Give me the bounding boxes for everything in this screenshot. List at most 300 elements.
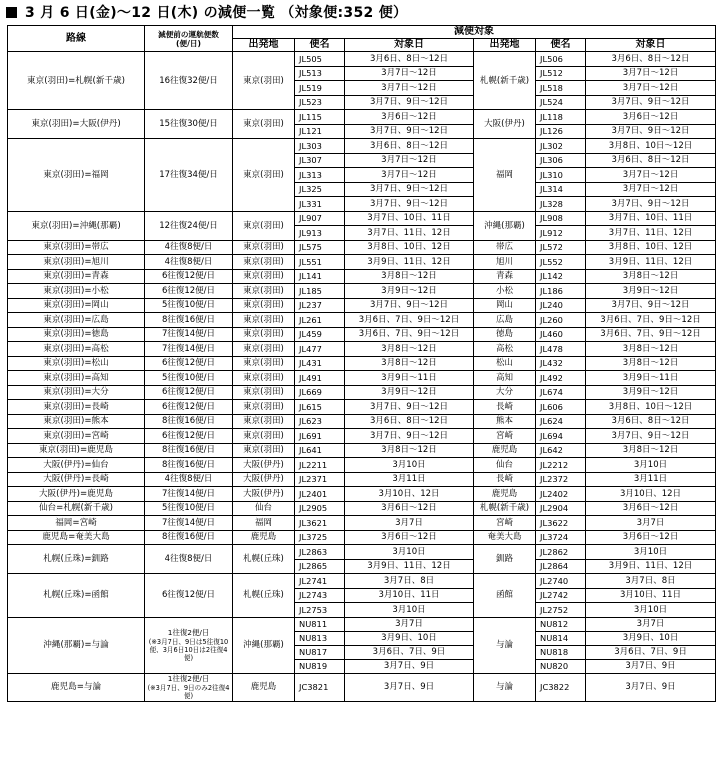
route-cell: 東京(羽田)=長崎 bbox=[8, 400, 145, 415]
flight-in-cell: JL694 bbox=[536, 429, 586, 444]
dates-in-cell: 3月7日～12日 bbox=[586, 81, 716, 96]
flight-out-cell: JL491 bbox=[295, 371, 345, 386]
table-row bbox=[8, 501, 716, 516]
flight-out-cell: JL519 bbox=[295, 81, 345, 96]
frequency-cell: 8往復16便/日 bbox=[145, 443, 233, 458]
frequency-note: (※3月7日、9日のみ2往復4便) bbox=[147, 683, 230, 700]
route-cell: 東京(羽田)=高松 bbox=[8, 342, 145, 357]
dates-in-cell: 3月8日、10日、12日 bbox=[586, 240, 716, 255]
table-row bbox=[8, 211, 716, 226]
dates-in-cell: 3月7日～12日 bbox=[586, 182, 716, 197]
flight-in-cell: JL552 bbox=[536, 255, 586, 270]
route-cell: 東京(羽田)=福岡 bbox=[8, 139, 145, 212]
origin-in-cell: 高松 bbox=[474, 342, 536, 357]
dates-out-cell: 3月10日 bbox=[345, 603, 474, 618]
table-row bbox=[8, 371, 716, 386]
table-row bbox=[8, 110, 716, 125]
route-cell: 東京(羽田)=帯広 bbox=[8, 240, 145, 255]
dates-out-cell: 3月9日、10日 bbox=[345, 631, 474, 645]
origin-in-cell: 帯広 bbox=[474, 240, 536, 255]
table-row bbox=[8, 385, 716, 400]
flight-out-cell: JL691 bbox=[295, 429, 345, 444]
flight-in-cell: JL2752 bbox=[536, 603, 586, 618]
origin-in-cell: 釧路 bbox=[474, 545, 536, 574]
table-body bbox=[8, 52, 716, 702]
dates-out-cell: 3月6日、8日～12日 bbox=[345, 414, 474, 429]
flight-in-cell: JL478 bbox=[536, 342, 586, 357]
frequency-main: 1往復2便/日 bbox=[167, 674, 210, 684]
origin-in-cell: 札幌(新千歳) bbox=[474, 52, 536, 110]
frequency-cell: 5往復10便/日 bbox=[145, 298, 233, 313]
flight-in-cell: JL2742 bbox=[536, 588, 586, 603]
route-cell: 東京(羽田)=旭川 bbox=[8, 255, 145, 270]
origin-out-cell: 札幌(丘珠) bbox=[233, 574, 295, 618]
dates-out-cell: 3月8日、10日、12日 bbox=[345, 240, 474, 255]
flight-out-cell: NU813 bbox=[295, 631, 345, 645]
dates-out-cell: 3月9日～12日 bbox=[345, 284, 474, 299]
dates-out-cell: 3月11日 bbox=[345, 472, 474, 487]
dates-out-cell: 3月6日～12日 bbox=[345, 501, 474, 516]
frequency-cell: 4往復8便/日 bbox=[145, 240, 233, 255]
dates-in-cell: 3月7日、9日 bbox=[586, 659, 716, 673]
dates-out-cell: 3月6日、7日、9日～12日 bbox=[345, 327, 474, 342]
route-cell: 東京(羽田)=松山 bbox=[8, 356, 145, 371]
flight-in-cell: JL506 bbox=[536, 52, 586, 67]
flight-out-cell: JL2401 bbox=[295, 487, 345, 502]
route-cell: 東京(羽田)=鹿児島 bbox=[8, 443, 145, 458]
dates-in-cell: 3月7日、9日～12日 bbox=[586, 197, 716, 212]
origin-in-cell: 徳島 bbox=[474, 327, 536, 342]
dates-out-cell: 3月7日、9日～12日 bbox=[345, 429, 474, 444]
dates-in-cell: 3月8日～12日 bbox=[586, 342, 716, 357]
origin-out-cell: 鹿児島 bbox=[233, 530, 295, 545]
dates-in-cell: 3月6日、8日～12日 bbox=[586, 153, 716, 168]
flight-out-cell: JL575 bbox=[295, 240, 345, 255]
dates-in-cell: 3月7日、8日 bbox=[586, 574, 716, 589]
dates-out-cell: 3月10日、12日 bbox=[345, 487, 474, 502]
flight-out-cell: JL913 bbox=[295, 226, 345, 241]
flight-out-cell: NU819 bbox=[295, 659, 345, 673]
dates-in-cell: 3月10日 bbox=[586, 458, 716, 473]
flight-out-cell: JL2371 bbox=[295, 472, 345, 487]
dates-out-cell: 3月10日 bbox=[345, 545, 474, 560]
flight-in-cell: JL624 bbox=[536, 414, 586, 429]
dates-out-cell: 3月8日～12日 bbox=[345, 342, 474, 357]
origin-in-cell: 青森 bbox=[474, 269, 536, 284]
flight-out-cell: JL623 bbox=[295, 414, 345, 429]
flight-out-cell: JL115 bbox=[295, 110, 345, 125]
origin-out-cell: 大阪(伊丹) bbox=[233, 458, 295, 473]
dates-out-cell: 3月7日、9日～12日 bbox=[345, 197, 474, 212]
dates-in-cell: 3月7日～12日 bbox=[586, 168, 716, 183]
flight-in-cell: JL2402 bbox=[536, 487, 586, 502]
dates-out-cell: 3月7日、8日 bbox=[345, 574, 474, 589]
page-title-text: 3 月 6 日(金)～12 日(木) の減便一覧 （対象便:352 便） bbox=[25, 5, 408, 21]
dates-out-cell: 3月8日～12日 bbox=[345, 269, 474, 284]
dates-in-cell: 3月6日、8日～12日 bbox=[586, 414, 716, 429]
dates-in-cell: 3月10日、11日 bbox=[586, 588, 716, 603]
dates-in-cell: 3月9日、10日 bbox=[586, 631, 716, 645]
origin-in-cell: 函館 bbox=[474, 574, 536, 618]
flight-in-cell: JL302 bbox=[536, 139, 586, 154]
dates-in-cell: 3月7日、9日～12日 bbox=[586, 95, 716, 110]
flight-in-cell: JL492 bbox=[536, 371, 586, 386]
dates-out-cell: 3月7日～12日 bbox=[345, 153, 474, 168]
frequency-cell: 5往復10便/日 bbox=[145, 371, 233, 386]
origin-out-cell: 東京(羽田) bbox=[233, 269, 295, 284]
table-row bbox=[8, 327, 716, 342]
origin-in-cell: 小松 bbox=[474, 284, 536, 299]
table-row bbox=[8, 298, 716, 313]
origin-in-cell: 岡山 bbox=[474, 298, 536, 313]
flight-out-cell: JL307 bbox=[295, 153, 345, 168]
flight-in-cell: JL3622 bbox=[536, 516, 586, 531]
origin-out-cell: 大阪(伊丹) bbox=[233, 487, 295, 502]
flight-out-cell: JL3725 bbox=[295, 530, 345, 545]
route-cell: 札幌(丘珠)=函館 bbox=[8, 574, 145, 618]
table-row bbox=[8, 530, 716, 545]
origin-out-cell: 東京(羽田) bbox=[233, 429, 295, 444]
origin-in-cell: 与論 bbox=[474, 673, 536, 701]
origin-out-cell: 東京(羽田) bbox=[233, 414, 295, 429]
origin-in-cell: 広島 bbox=[474, 313, 536, 328]
dates-in-cell: 3月9日～12日 bbox=[586, 385, 716, 400]
table-row bbox=[8, 269, 716, 284]
route-cell: 東京(羽田)=岡山 bbox=[8, 298, 145, 313]
flight-in-cell: JL606 bbox=[536, 400, 586, 415]
header-dates-out: 対象日 bbox=[345, 39, 474, 52]
flight-out-cell: JL459 bbox=[295, 327, 345, 342]
dates-in-cell: 3月11日 bbox=[586, 472, 716, 487]
origin-in-cell: 与論 bbox=[474, 617, 536, 673]
origin-out-cell: 鹿児島 bbox=[233, 673, 295, 701]
dates-out-cell: 3月9日、11日、12日 bbox=[345, 255, 474, 270]
origin-in-cell: 松山 bbox=[474, 356, 536, 371]
route-cell: 東京(羽田)=宮崎 bbox=[8, 429, 145, 444]
dates-in-cell: 3月8日、10日～12日 bbox=[586, 400, 716, 415]
frequency-cell: 8往復16便/日 bbox=[145, 530, 233, 545]
flight-out-cell: JL551 bbox=[295, 255, 345, 270]
dates-in-cell: 3月9日～11日 bbox=[586, 371, 716, 386]
origin-out-cell: 東京(羽田) bbox=[233, 371, 295, 386]
flight-out-cell: JL121 bbox=[295, 124, 345, 139]
route-cell: 東京(羽田)=青森 bbox=[8, 269, 145, 284]
dates-in-cell: 3月8日～12日 bbox=[586, 356, 716, 371]
table-row bbox=[8, 443, 716, 458]
route-cell: 鹿児島=与論 bbox=[8, 673, 145, 701]
dates-in-cell: 3月6日～12日 bbox=[586, 501, 716, 516]
dates-in-cell: 3月6日、7日、9日 bbox=[586, 645, 716, 659]
frequency-note: (※3月7日、9日は5往復10便、3月6日10日は2往復4便) bbox=[148, 637, 229, 662]
flight-in-cell: JL524 bbox=[536, 95, 586, 110]
route-cell: 大阪(伊丹)=鹿児島 bbox=[8, 487, 145, 502]
dates-out-cell: 3月6日、8日～12日 bbox=[345, 139, 474, 154]
frequency-cell: 6往復12便/日 bbox=[145, 356, 233, 371]
flight-in-cell: JL328 bbox=[536, 197, 586, 212]
table-row bbox=[8, 313, 716, 328]
route-cell: 東京(羽田)=高知 bbox=[8, 371, 145, 386]
flight-in-cell: JL310 bbox=[536, 168, 586, 183]
table-row bbox=[8, 673, 716, 701]
frequency-cell: 12往復24便/日 bbox=[145, 211, 233, 240]
origin-in-cell: 福岡 bbox=[474, 139, 536, 212]
dates-in-cell: 3月6日～12日 bbox=[586, 530, 716, 545]
flight-out-cell: JL3621 bbox=[295, 516, 345, 531]
flight-in-cell: JL432 bbox=[536, 356, 586, 371]
flight-out-cell: JL313 bbox=[295, 168, 345, 183]
dates-in-cell: 3月6日～12日 bbox=[586, 110, 716, 125]
origin-out-cell: 東京(羽田) bbox=[233, 211, 295, 240]
dates-out-cell: 3月7日、9日～12日 bbox=[345, 298, 474, 313]
flight-in-cell: NU814 bbox=[536, 631, 586, 645]
route-cell: 大阪(伊丹)=長崎 bbox=[8, 472, 145, 487]
table-row bbox=[8, 458, 716, 473]
frequency-cell: 4往復8便/日 bbox=[145, 472, 233, 487]
flight-in-cell: JL642 bbox=[536, 443, 586, 458]
table-row bbox=[8, 342, 716, 357]
flight-in-cell: JC3822 bbox=[536, 673, 586, 701]
dates-in-cell: 3月7日、9日～12日 bbox=[586, 124, 716, 139]
table-row bbox=[8, 400, 716, 415]
flight-in-cell: JL240 bbox=[536, 298, 586, 313]
dates-in-cell: 3月7日 bbox=[586, 516, 716, 531]
flight-in-cell: JL2212 bbox=[536, 458, 586, 473]
origin-in-cell: 宮崎 bbox=[474, 516, 536, 531]
dates-in-cell: 3月7日、9日～12日 bbox=[586, 298, 716, 313]
dates-in-cell: 3月10日 bbox=[586, 603, 716, 618]
dates-in-cell: 3月9日、11日、12日 bbox=[586, 255, 716, 270]
route-cell: 札幌(丘珠)=釧路 bbox=[8, 545, 145, 574]
flight-out-cell: JL505 bbox=[295, 52, 345, 67]
frequency-cell: 15往復30便/日 bbox=[145, 110, 233, 139]
dates-out-cell: 3月7日～12日 bbox=[345, 81, 474, 96]
origin-in-cell: 札幌(新千歳) bbox=[474, 501, 536, 516]
dates-in-cell: 3月8日～12日 bbox=[586, 443, 716, 458]
flight-in-cell: JL912 bbox=[536, 226, 586, 241]
flight-in-cell: JL518 bbox=[536, 81, 586, 96]
flight-out-cell: JL2743 bbox=[295, 588, 345, 603]
dates-out-cell: 3月7日～12日 bbox=[345, 66, 474, 81]
flight-in-cell: JL314 bbox=[536, 182, 586, 197]
dates-out-cell: 3月9日～12日 bbox=[345, 385, 474, 400]
dates-out-cell: 3月8日～12日 bbox=[345, 356, 474, 371]
origin-in-cell: 鹿児島 bbox=[474, 487, 536, 502]
flight-out-cell: JL185 bbox=[295, 284, 345, 299]
table-row bbox=[8, 240, 716, 255]
dates-in-cell: 3月6日、8日～12日 bbox=[586, 52, 716, 67]
flight-in-cell: NU812 bbox=[536, 617, 586, 631]
dates-in-cell: 3月6日、7日、9日～12日 bbox=[586, 327, 716, 342]
dates-in-cell: 3月7日～12日 bbox=[586, 66, 716, 81]
flight-out-cell: NU811 bbox=[295, 617, 345, 631]
origin-out-cell: 東京(羽田) bbox=[233, 443, 295, 458]
table-row bbox=[8, 284, 716, 299]
dates-out-cell: 3月6日、7日、9日～12日 bbox=[345, 313, 474, 328]
dates-out-cell: 3月6日、8日～12日 bbox=[345, 52, 474, 67]
dates-out-cell: 3月8日～12日 bbox=[345, 443, 474, 458]
origin-in-cell: 熊本 bbox=[474, 414, 536, 429]
route-cell: 東京(羽田)=小松 bbox=[8, 284, 145, 299]
flight-in-cell: NU818 bbox=[536, 645, 586, 659]
dates-in-cell: 3月10日、12日 bbox=[586, 487, 716, 502]
square-bullet-icon bbox=[6, 7, 17, 18]
frequency-cell: 6往復12便/日 bbox=[145, 574, 233, 618]
route-cell: 東京(羽田)=札幌(新千歳) bbox=[8, 52, 145, 110]
header-target: 減便対象 bbox=[233, 26, 716, 39]
frequency-cell: 8往復16便/日 bbox=[145, 458, 233, 473]
dates-out-cell: 3月9日、11日、12日 bbox=[345, 559, 474, 574]
dates-out-cell: 3月7日、11日、12日 bbox=[345, 226, 474, 241]
flight-out-cell: JL2753 bbox=[295, 603, 345, 618]
route-cell: 仙台=札幌(新千歳) bbox=[8, 501, 145, 516]
flight-out-cell: JL907 bbox=[295, 211, 345, 226]
origin-in-cell: 高知 bbox=[474, 371, 536, 386]
dates-out-cell: 3月6日～12日 bbox=[345, 110, 474, 125]
dates-out-cell: 3月7日、9日～12日 bbox=[345, 124, 474, 139]
origin-out-cell: 東京(羽田) bbox=[233, 327, 295, 342]
flight-in-cell: JL306 bbox=[536, 153, 586, 168]
flight-out-cell: JC3821 bbox=[295, 673, 345, 701]
origin-in-cell: 鹿児島 bbox=[474, 443, 536, 458]
frequency-cell: 8往復16便/日 bbox=[145, 414, 233, 429]
flight-in-cell: JL126 bbox=[536, 124, 586, 139]
origin-in-cell: 奄美大島 bbox=[474, 530, 536, 545]
origin-in-cell: 長崎 bbox=[474, 400, 536, 415]
frequency-cell: 17往復34便/日 bbox=[145, 139, 233, 212]
dates-out-cell: 3月7日、9日～12日 bbox=[345, 400, 474, 415]
dates-out-cell: 3月6日～12日 bbox=[345, 530, 474, 545]
origin-out-cell: 東京(羽田) bbox=[233, 400, 295, 415]
origin-out-cell: 東京(羽田) bbox=[233, 255, 295, 270]
frequency-cell: 5往復10便/日 bbox=[145, 501, 233, 516]
frequency-cell: 4往復8便/日 bbox=[145, 545, 233, 574]
frequency-cell bbox=[145, 617, 233, 673]
flight-in-cell: JL2372 bbox=[536, 472, 586, 487]
flight-in-cell: JL674 bbox=[536, 385, 586, 400]
flight-out-cell: JL2863 bbox=[295, 545, 345, 560]
dates-out-cell: 3月7日、10日、11日 bbox=[345, 211, 474, 226]
dates-out-cell: 3月7日～12日 bbox=[345, 168, 474, 183]
origin-out-cell: 東京(羽田) bbox=[233, 139, 295, 212]
origin-out-cell: 東京(羽田) bbox=[233, 313, 295, 328]
frequency-cell: 4往復8便/日 bbox=[145, 255, 233, 270]
flight-out-cell: JL523 bbox=[295, 95, 345, 110]
origin-out-cell: 沖縄(那覇) bbox=[233, 617, 295, 673]
route-cell: 大阪(伊丹)=仙台 bbox=[8, 458, 145, 473]
dates-in-cell: 3月7日、11日、12日 bbox=[586, 226, 716, 241]
origin-out-cell: 大阪(伊丹) bbox=[233, 472, 295, 487]
flight-out-cell: JL141 bbox=[295, 269, 345, 284]
flight-out-cell: JL669 bbox=[295, 385, 345, 400]
origin-out-cell: 東京(羽田) bbox=[233, 284, 295, 299]
table-row bbox=[8, 52, 716, 67]
table-row bbox=[8, 574, 716, 589]
flight-out-cell: JL615 bbox=[295, 400, 345, 415]
frequency-cell: 6往復12便/日 bbox=[145, 269, 233, 284]
origin-out-cell: 東京(羽田) bbox=[233, 342, 295, 357]
flight-out-cell: JL325 bbox=[295, 182, 345, 197]
route-cell: 福岡=宮崎 bbox=[8, 516, 145, 531]
frequency-cell: 6往復12便/日 bbox=[145, 429, 233, 444]
flight-out-cell: JL303 bbox=[295, 139, 345, 154]
flight-out-cell: JL2211 bbox=[295, 458, 345, 473]
dates-out-cell: 3月7日、9日 bbox=[345, 673, 474, 701]
flight-out-cell: JL431 bbox=[295, 356, 345, 371]
flight-out-cell: JL477 bbox=[295, 342, 345, 357]
frequency-cell: 8往復16便/日 bbox=[145, 313, 233, 328]
flight-in-cell: JL3724 bbox=[536, 530, 586, 545]
flight-out-cell: JL237 bbox=[295, 298, 345, 313]
origin-in-cell: 大分 bbox=[474, 385, 536, 400]
origin-out-cell: 東京(羽田) bbox=[233, 298, 295, 313]
table-row bbox=[8, 429, 716, 444]
dates-in-cell: 3月7日 bbox=[586, 617, 716, 631]
origin-out-cell: 東京(羽田) bbox=[233, 356, 295, 371]
dates-out-cell: 3月10日、11日 bbox=[345, 588, 474, 603]
route-cell: 東京(羽田)=徳島 bbox=[8, 327, 145, 342]
flight-out-cell: JL2905 bbox=[295, 501, 345, 516]
flight-in-cell: JL460 bbox=[536, 327, 586, 342]
dates-out-cell: 3月7日、9日 bbox=[345, 659, 474, 673]
route-cell: 東京(羽田)=大阪(伊丹) bbox=[8, 110, 145, 139]
header-origin-in: 出発地 bbox=[474, 39, 536, 52]
route-cell: 東京(羽田)=沖縄(那覇) bbox=[8, 211, 145, 240]
table-row bbox=[8, 545, 716, 560]
table-row bbox=[8, 472, 716, 487]
route-cell: 東京(羽田)=大分 bbox=[8, 385, 145, 400]
table-row bbox=[8, 516, 716, 531]
table-row bbox=[8, 139, 716, 154]
route-cell: 沖縄(那覇)=与論 bbox=[8, 617, 145, 673]
origin-in-cell: 旭川 bbox=[474, 255, 536, 270]
origin-out-cell: 東京(羽田) bbox=[233, 240, 295, 255]
flight-in-cell: JL2740 bbox=[536, 574, 586, 589]
dates-out-cell: 3月6日、7日、9日 bbox=[345, 645, 474, 659]
table-row bbox=[8, 255, 716, 270]
dates-in-cell: 3月8日、10日～12日 bbox=[586, 139, 716, 154]
flight-in-cell: JL512 bbox=[536, 66, 586, 81]
frequency-cell: 7往復14便/日 bbox=[145, 516, 233, 531]
header-dates-in: 対象日 bbox=[586, 39, 716, 52]
flight-out-cell: JL331 bbox=[295, 197, 345, 212]
flight-out-cell: NU817 bbox=[295, 645, 345, 659]
flight-in-cell: JL908 bbox=[536, 211, 586, 226]
flight-out-cell: JL261 bbox=[295, 313, 345, 328]
flight-in-cell: JL2862 bbox=[536, 545, 586, 560]
flight-in-cell: JL186 bbox=[536, 284, 586, 299]
frequency-main: 1往復2便/日 bbox=[167, 628, 210, 638]
table-row bbox=[8, 414, 716, 429]
frequency-cell: 7往復14便/日 bbox=[145, 342, 233, 357]
dates-out-cell: 3月7日、9日～12日 bbox=[345, 95, 474, 110]
header-frequency: 減便前の運航便数 (便/日) bbox=[145, 26, 233, 52]
origin-in-cell: 大阪(伊丹) bbox=[474, 110, 536, 139]
dates-in-cell: 3月6日、7日、9日～12日 bbox=[586, 313, 716, 328]
origin-in-cell: 仙台 bbox=[474, 458, 536, 473]
dates-in-cell: 3月7日、10日、11日 bbox=[586, 211, 716, 226]
frequency-cell bbox=[145, 673, 233, 701]
origin-in-cell: 宮崎 bbox=[474, 429, 536, 444]
flight-out-cell: JL2741 bbox=[295, 574, 345, 589]
frequency-cell: 7往復14便/日 bbox=[145, 327, 233, 342]
header-flight-in: 便名 bbox=[536, 39, 586, 52]
flight-in-cell: JL142 bbox=[536, 269, 586, 284]
frequency-cell: 16往復32便/日 bbox=[145, 52, 233, 110]
dates-in-cell: 3月7日、9日～12日 bbox=[586, 429, 716, 444]
origin-out-cell: 東京(羽田) bbox=[233, 52, 295, 110]
flight-in-cell: JL2904 bbox=[536, 501, 586, 516]
header-origin-out: 出発地 bbox=[233, 39, 295, 52]
